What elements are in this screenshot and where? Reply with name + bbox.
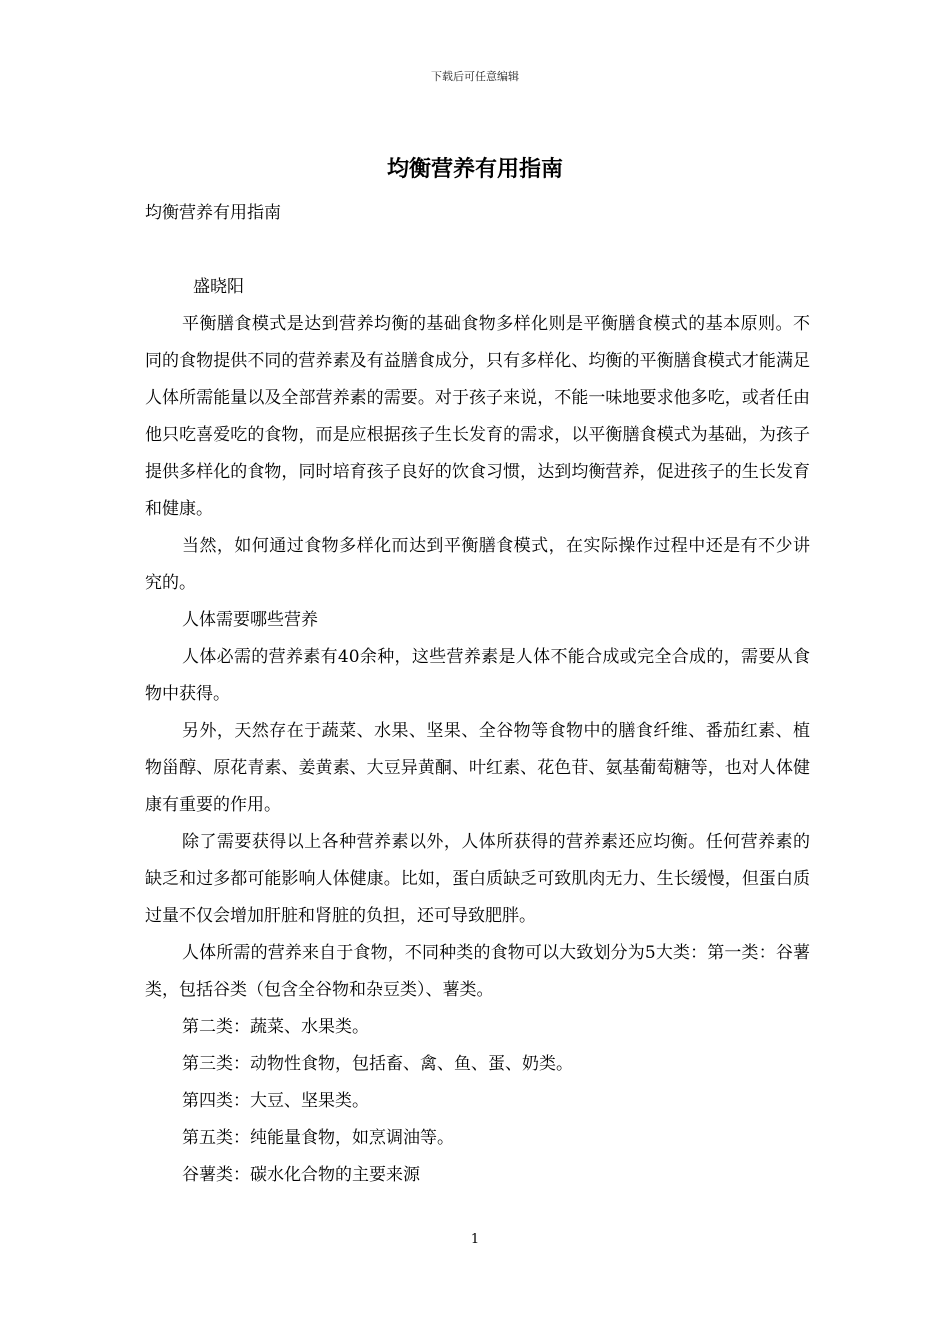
subtitle: 均衡营养有用指南: [145, 203, 281, 223]
document-title: 均衡营养有用指南: [386, 157, 563, 182]
page-header: 下载后可任意编辑: [431, 70, 519, 83]
author-name: 盛晓阳: [193, 277, 244, 297]
paragraph: 另外，天然存在于蔬菜、水果、坚果、全谷物等食物中的膳食纤维、番茄红素、植物甾醇、原花青素、姜黄素、大豆异黄酮、叶红素、花色苷、氨基葡萄糖等，也对人体健康有重要的作用。: [145, 721, 810, 815]
document-body: [145, 195, 810, 1194]
blank-line: [145, 232, 810, 269]
section-heading: 谷薯类：碳水化合物的主要来源: [182, 1165, 420, 1185]
list-item: 第四类：大豆、坚果类。: [182, 1091, 369, 1111]
page-number: 1: [470, 1232, 480, 1247]
paragraph: 除了需要获得以上各种营养素以外，人体所获得的营养素还应均衡。任何营养素的缺乏和过多都可能影响人体健康。比如，蛋白质缺乏可致肌肉无力、生长缓慢，但蛋白质过量不仅会增加肝脏和肾脏的负担，还可导致肥胖。: [145, 832, 810, 926]
list-item: 第二类：蔬菜、水果类。: [182, 1017, 369, 1037]
paragraph: 当然，如何通过食物多样化而达到平衡膳食模式，在实际操作过程中还是有不少讲究的。: [145, 536, 810, 593]
list-item: 第三类：动物性食物，包括畜、禽、鱼、蛋、奶类。: [182, 1054, 573, 1074]
paragraph: 人体必需的营养素有40余种，这些营养素是人体不能合成或完全合成的，需要从食物中获得。: [145, 647, 810, 704]
paragraph: 人体所需的营养来自于食物，不同种类的食物可以大致划分为5大类：第一类：谷薯类，包括谷类（包含全谷物和杂豆类）、薯类。: [145, 943, 810, 1000]
paragraph: 平衡膳食模式是达到营养均衡的基础食物多样化则是平衡膳食模式的基本原则。不同的食物提供不同的营养素及有益膳食成分，只有多样化、均衡的平衡膳食模式才能满足人体所需能量以及全部营养素的需要。对于孩子来说，不能一味地要求他多吃，或者任由他只吃喜爱吃的食物，而是应根据孩子生长发育的需求，以平衡膳食模式为基础，为孩子提供多样化的食物，同时培育孩子良好的饮食习惯，达到均衡营养，促进孩子的生长发育和健康。: [145, 314, 810, 519]
list-item: 第五类：纯能量食物，如烹调油等。: [182, 1128, 454, 1148]
section-heading: 人体需要哪些营养: [182, 610, 318, 630]
